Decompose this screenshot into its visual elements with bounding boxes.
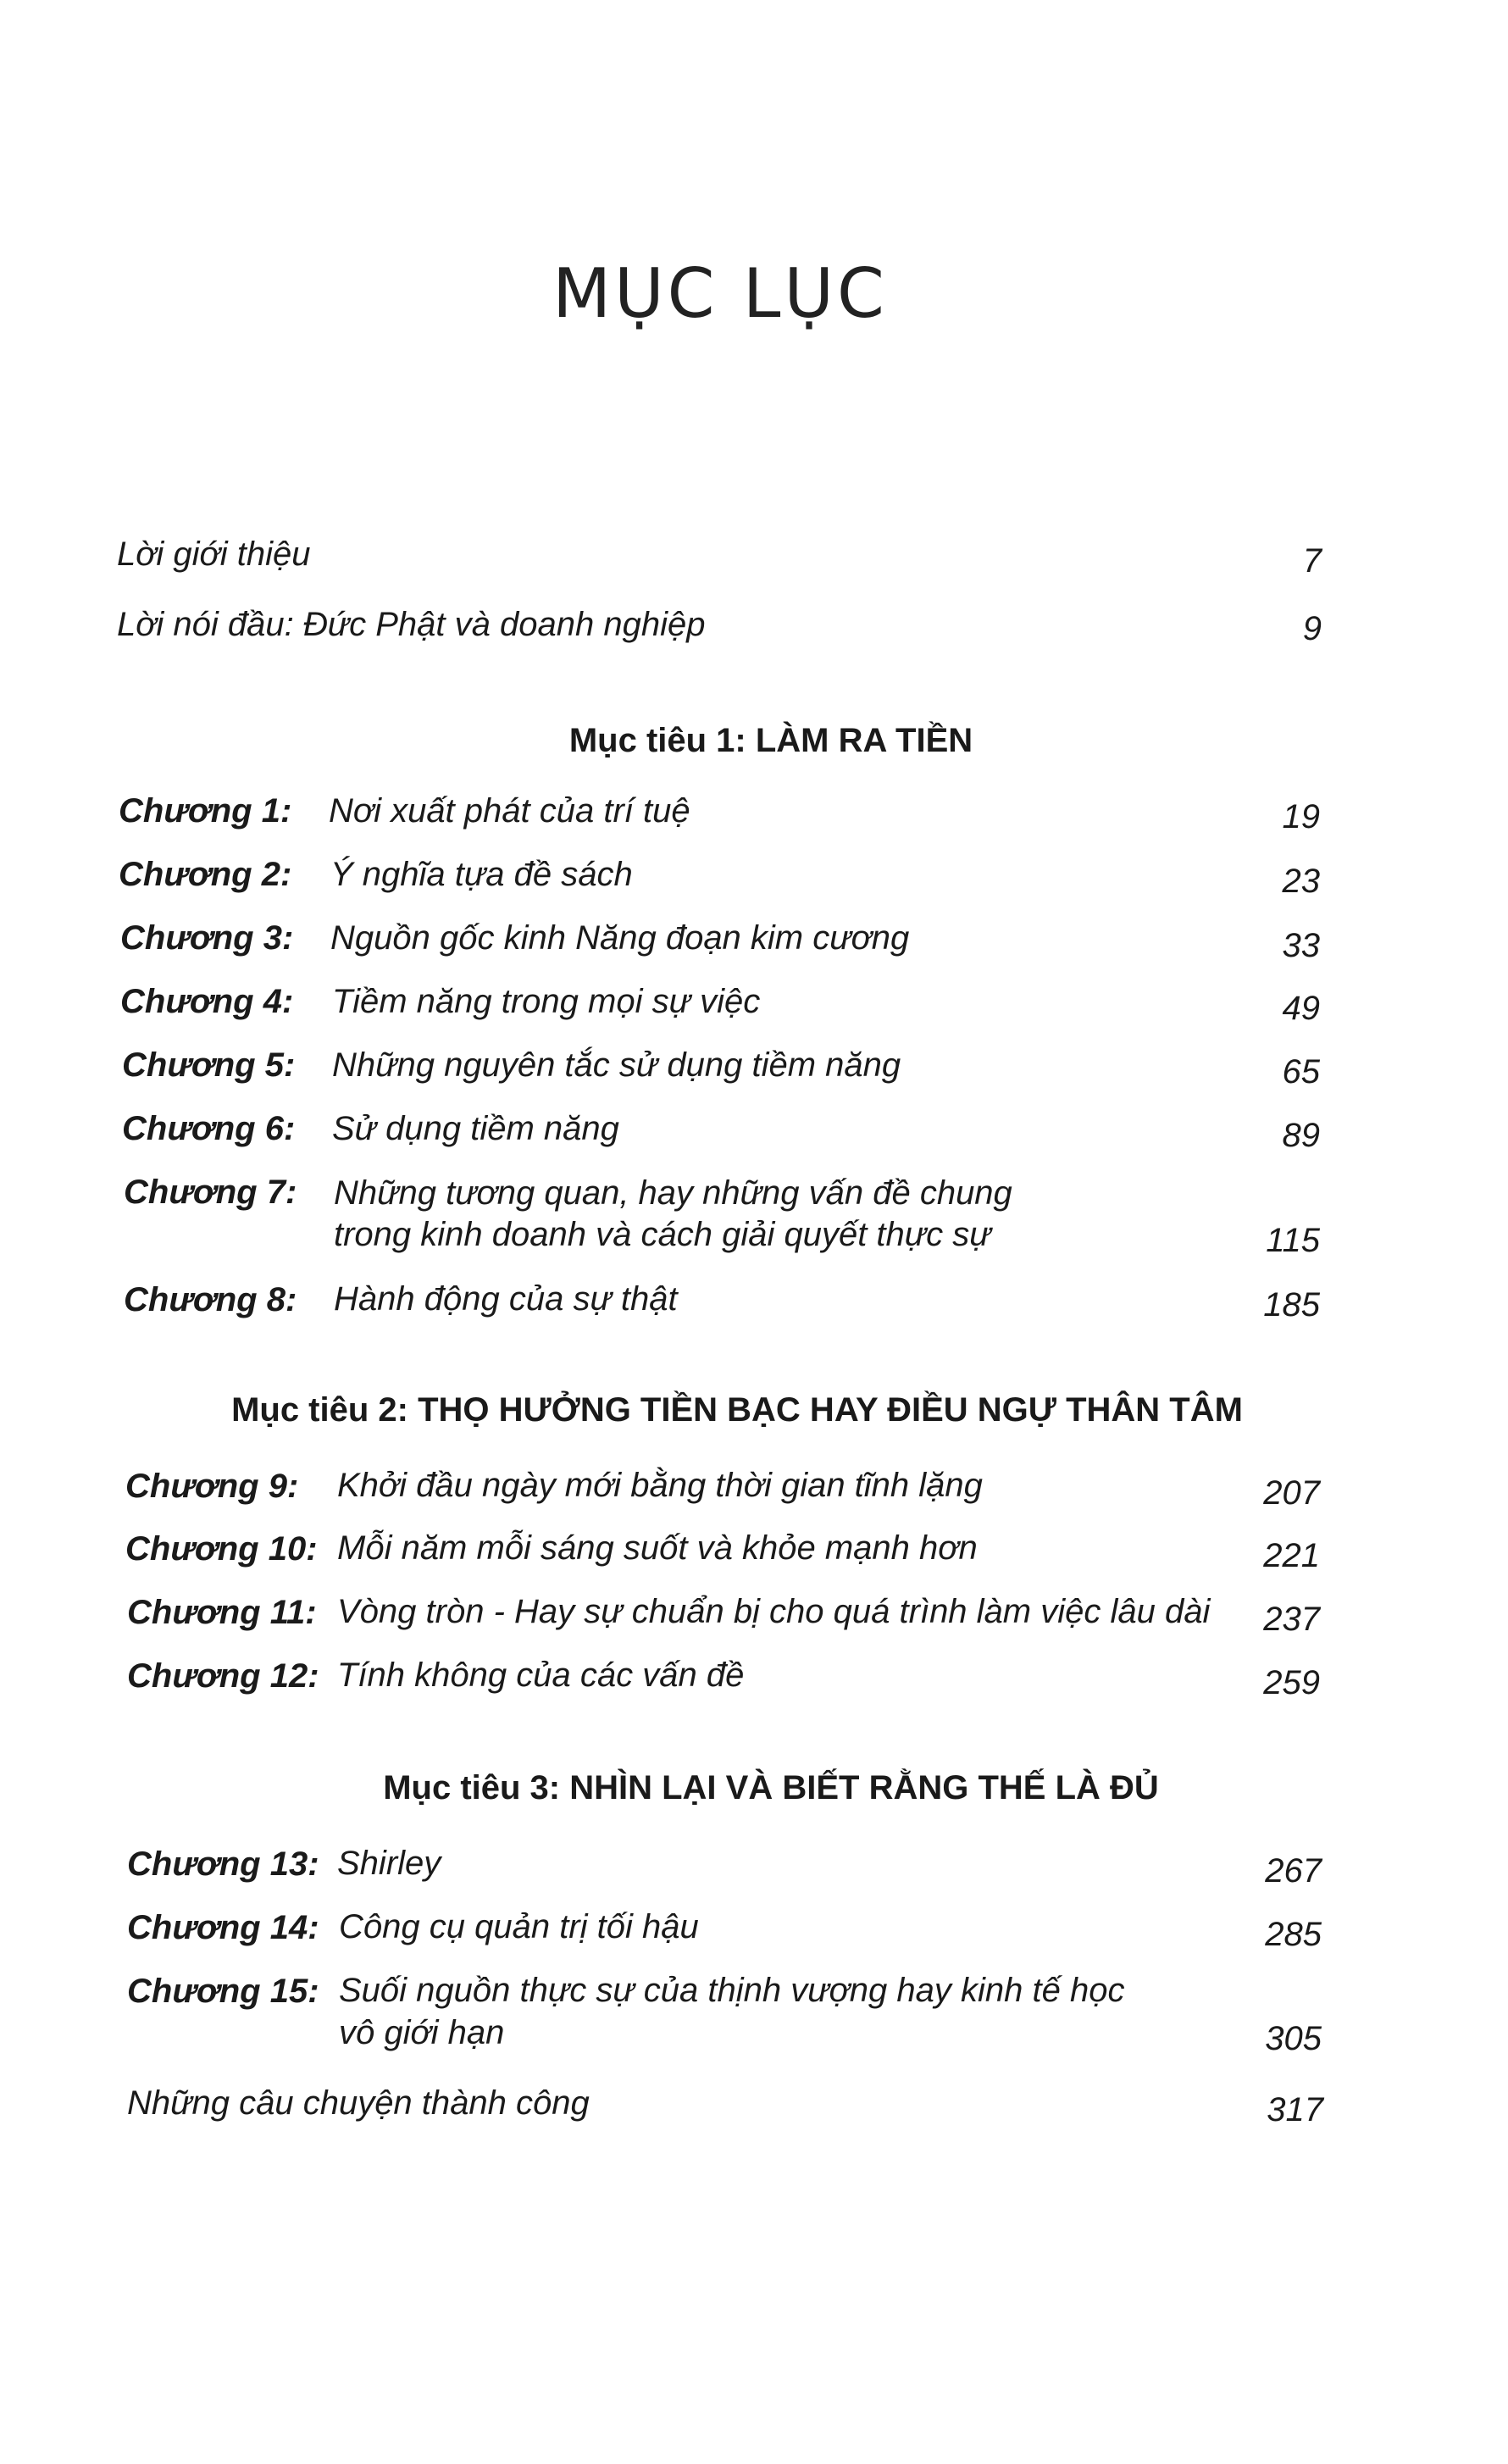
- chapter-title: Suối nguồn thực sự của thịnh vượng hay kinh tế học: [339, 1972, 1125, 2009]
- chapter-title-line2: vô giới hạn: [339, 2014, 505, 2051]
- chapter-page: 285: [1265, 1916, 1322, 1953]
- chapter-title: Nguồn gốc kinh Năng đoạn kim cương: [330, 919, 910, 957]
- toc-entry-preface-title: Lời nói đầu: Đức Phật và doanh nghiệp: [117, 606, 706, 643]
- chapter-page: 305: [1265, 2020, 1322, 2057]
- chapter-page: 185: [1263, 1286, 1320, 1324]
- chapter-page: 23: [1282, 863, 1320, 900]
- chapter-label: Chương 2:: [119, 856, 292, 893]
- chapter-title: Tính không của các vấn đề: [337, 1657, 745, 1694]
- chapter-page: 207: [1263, 1474, 1320, 1512]
- chapter-label: Chương 1:: [119, 792, 292, 830]
- chapter-label: Chương 5:: [122, 1046, 296, 1084]
- chapter-title: Shirley: [337, 1845, 441, 1882]
- chapter-label: Chương 4:: [120, 983, 294, 1020]
- chapter-title: Công cụ quản trị tối hậu: [339, 1908, 699, 1945]
- chapter-title: Hành động của sự thật: [334, 1280, 678, 1318]
- chapter-page: 259: [1263, 1664, 1320, 1701]
- chapter-page: 115: [1266, 1222, 1320, 1259]
- chapter-label: Chương 7:: [124, 1174, 297, 1211]
- chapter-title: Sử dụng tiềm năng: [332, 1110, 619, 1147]
- chapter-page: 19: [1282, 798, 1320, 835]
- chapter-page: 89: [1282, 1117, 1320, 1154]
- chapter-page: 237: [1263, 1601, 1320, 1638]
- chapter-page: 267: [1265, 1852, 1322, 1890]
- chapter-page: 33: [1282, 927, 1320, 964]
- chapter-page: 221: [1263, 1537, 1320, 1574]
- section-heading-2: Mục tiêu 2: THỌ HƯỞNG TIỀN BẠC HAY ĐIỀU NGỰ THÂN TÂM: [231, 1391, 1243, 1429]
- chapter-title: Tiềm năng trong mọi sự việc: [332, 983, 761, 1020]
- chapter-title: Những nguyên tắc sử dụng tiềm năng: [332, 1046, 901, 1084]
- toc-entry-foreword-page: 7: [1302, 542, 1322, 580]
- chapter-title: Khởi đầu ngày mới bằng thời gian tĩnh lặng: [337, 1467, 983, 1504]
- chapter-title: Vòng tròn - Hay sự chuẩn bị cho quá trình làm việc lâu dài: [337, 1593, 1211, 1630]
- section-heading-1: Mục tiêu 1: LÀM RA TIỀN: [568, 722, 973, 759]
- chapter-label: Chương 3:: [120, 919, 294, 957]
- chapter-title: Những tương quan, hay những vấn đề chung: [334, 1174, 1012, 1212]
- chapter-label: Chương 10:: [125, 1530, 318, 1568]
- chapter-label: Chương 14:: [127, 1909, 319, 1946]
- chapter-title: Mỗi năm mỗi sáng suốt và khỏe mạnh hơn: [337, 1529, 978, 1567]
- toc-entry-success-stories-page: 317: [1267, 2091, 1323, 2128]
- chapter-label: Chương 9:: [125, 1468, 299, 1505]
- chapter-label: Chương 15:: [127, 1973, 319, 2010]
- chapter-label: Chương 8:: [124, 1281, 297, 1318]
- toc-entry-preface-page: 9: [1302, 610, 1322, 647]
- page-title: MỤC LỤC: [552, 254, 888, 333]
- chapter-label: Chương 12:: [127, 1657, 319, 1695]
- chapter-label: Chương 6:: [122, 1110, 296, 1147]
- toc-entry-success-stories-title: Những câu chuyện thành công: [127, 2084, 590, 2122]
- chapter-label: Chương 11:: [127, 1594, 317, 1631]
- chapter-label: Chương 13:: [127, 1845, 319, 1883]
- chapter-title: Nơi xuất phát của trí tuệ: [329, 792, 690, 830]
- chapter-title-line2: trong kinh doanh và cách giải quyết thực sự: [334, 1216, 991, 1253]
- chapter-title: Ý nghĩa tựa đề sách: [330, 856, 633, 893]
- chapter-page: 49: [1282, 990, 1320, 1027]
- toc-entry-foreword-title: Lời giới thiệu: [117, 536, 311, 573]
- chapter-page: 65: [1282, 1053, 1320, 1090]
- section-heading-3: Mục tiêu 3: NHÌN LẠI VÀ BIẾT RẰNG THẾ LÀ ĐỦ: [383, 1769, 1159, 1806]
